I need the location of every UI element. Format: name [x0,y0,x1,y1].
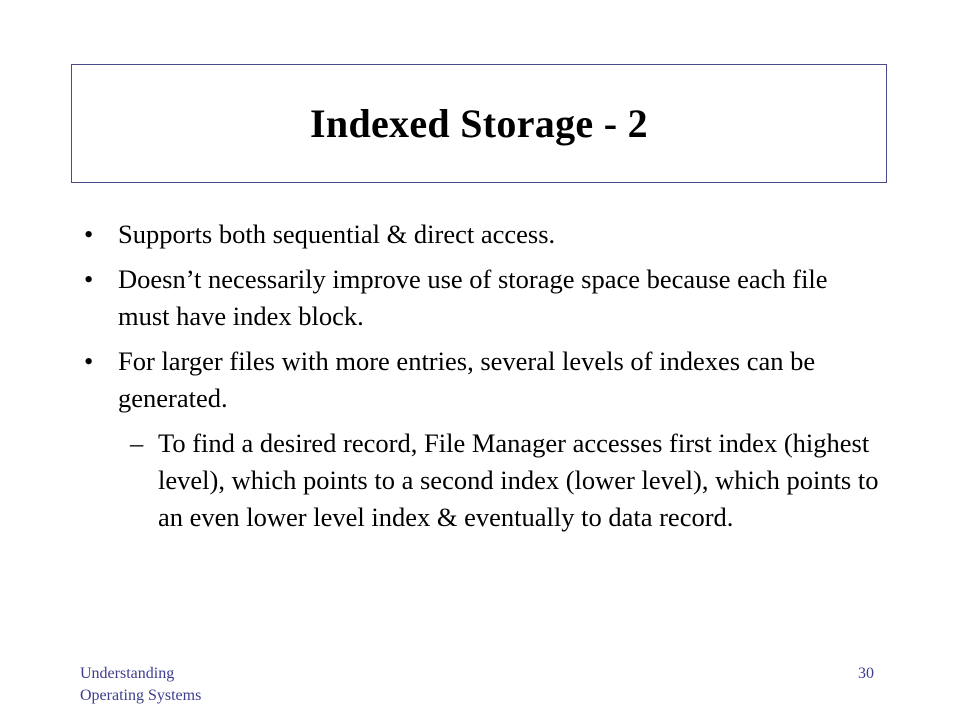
footer-course-title [80,663,201,707]
bullet-item [84,216,884,253]
bullet-marker: • [84,264,94,294]
footer-course-line-2: Operating Systems [80,687,202,704]
bullet-item [84,343,884,417]
bullet-text: Supports both sequential & direct access. [118,219,556,249]
title-box [71,64,887,183]
slide-title: Indexed Storage - 2 [310,101,648,146]
bullet-marker: • [84,346,94,376]
sub-bullet-item [84,425,884,536]
bullet-item [84,261,884,335]
footer-course-line-1: Understanding [80,665,175,682]
page-number: 30 [858,665,874,682]
sub-bullet-text: To find a desired record, File Manager accesses first index (highest level), which points to a second index (lower level), which points to an even lower level index & eventually to data record. [158,428,879,532]
bullet-marker: • [84,219,94,249]
slide-content [84,216,884,536]
sub-bullet-marker: – [130,428,144,458]
bullet-text: For larger files with more entries, several levels of indexes can be generated. [118,346,816,413]
bullet-text: Doesn’t necessarily improve use of storage space because each file must have index block. [118,264,828,331]
